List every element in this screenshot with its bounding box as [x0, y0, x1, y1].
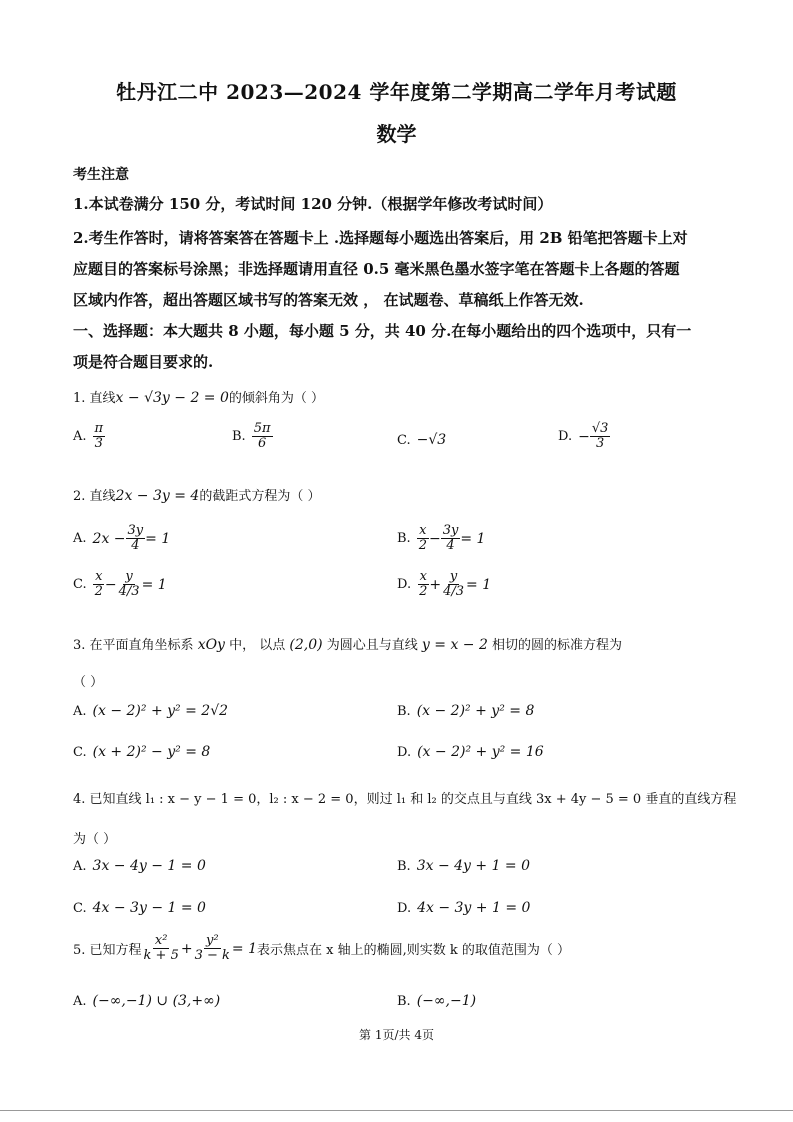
q2-option-d[interactable]: [397, 570, 491, 600]
section-1-line-1: 一、选择题：本大题共 8 小题，每小题 5 分，共 40 分.在每小题给出的四个选项中，只有一: [73, 322, 692, 340]
option-text: (x − 2)² + y² = 16: [417, 744, 544, 760]
option-text: 3x − 4y + 1 = 0: [416, 858, 531, 874]
q2-expression: 2x − 3y = 4: [115, 488, 200, 504]
notice-item-2-line-1: 2.考生作答时，请将答案答在答题卡上 .选择题每小题选出答案后，用 2B 铅笔把答题卡上对: [73, 229, 688, 247]
operator: −: [428, 530, 441, 547]
page-footer: 第 1页/共 4页: [359, 1028, 434, 1042]
q2-option-a[interactable]: [73, 524, 170, 554]
option-label: B.: [397, 993, 411, 1009]
option-text: (x − 2)² + y² = 2√2: [92, 703, 229, 719]
denominator: 4/3: [118, 584, 140, 600]
numerator: x: [419, 523, 427, 538]
q3-option-a[interactable]: [73, 703, 228, 719]
option-text: (x − 2)² + y² = 8: [416, 703, 535, 719]
denominator: 2: [94, 584, 103, 600]
q4-option-c[interactable]: [73, 900, 206, 916]
option-label: B.: [397, 703, 411, 719]
operator: +: [429, 576, 442, 593]
option-label: C.: [73, 744, 87, 760]
fraction: [417, 524, 429, 554]
q1-option-a[interactable]: [73, 422, 105, 452]
q5-option-a[interactable]: [73, 993, 220, 1009]
q3-prefix: 3. 在平面直角坐标系: [73, 638, 194, 653]
minus-sign: −: [578, 428, 590, 445]
denominator: k + 5: [143, 948, 179, 964]
q1-prefix: 1. 直线: [73, 391, 116, 406]
numerator: x²: [154, 933, 168, 948]
option-label: B.: [397, 858, 411, 874]
numerator: √3: [591, 421, 609, 436]
numerator: 3y: [127, 523, 144, 538]
fraction: [417, 570, 429, 600]
option-text: (−∞,−1): [416, 993, 477, 1009]
q1-option-c[interactable]: [397, 432, 446, 448]
denominator: 3: [94, 436, 103, 452]
numerator: y²: [205, 933, 219, 948]
q3-coordinate-system: xOy: [197, 637, 225, 653]
option-label: D.: [397, 577, 412, 593]
option-label: B.: [397, 531, 411, 547]
equals-one: = 1: [460, 530, 486, 547]
bottom-divider: [0, 1110, 793, 1111]
fraction: [142, 934, 181, 964]
question-4-line-2: 为（ ）: [73, 832, 117, 847]
question-3: [73, 634, 622, 653]
option-text: 4x − 3y − 1 = 0: [92, 900, 206, 916]
page-title: 牡丹江二中 2023—2024 学年度第二学期高二学年月考试题: [116, 80, 677, 104]
fraction: [441, 570, 466, 600]
fraction: [193, 934, 232, 964]
fraction: [590, 422, 611, 452]
question-1: [73, 387, 324, 406]
q1-expression: x − √3y − 2 = 0: [115, 390, 229, 406]
option-label: C.: [73, 577, 87, 593]
q5-suffix: 表示焦点在 x 轴上的椭圆,则实数 k 的取值范围为（ ）: [257, 943, 571, 959]
option-label: C.: [397, 432, 411, 448]
fraction: [441, 524, 461, 554]
q1-option-b[interactable]: [232, 422, 273, 452]
notice-heading: 考生注意: [73, 167, 129, 183]
equals-one: = 1: [141, 576, 167, 593]
option-label: A.: [73, 429, 87, 445]
q1-option-d[interactable]: [558, 422, 610, 452]
numerator: 3y: [442, 523, 459, 538]
option-label: A.: [73, 703, 87, 719]
subject-title: 数学: [376, 122, 417, 146]
equals-one: = 1: [466, 576, 492, 593]
option-label: D.: [397, 900, 412, 916]
option-label: A.: [73, 531, 87, 547]
denominator: 4: [446, 538, 455, 554]
notice-item-2-line-3: 区域内作答，超出答题区域书写的答案无效 ， 在试题卷、草稿纸上作答无效.: [73, 291, 584, 309]
option-text: 4x − 3y + 1 = 0: [417, 900, 531, 916]
option-text: (−∞,−1) ∪ (3,+∞): [92, 993, 221, 1009]
option-label: D.: [397, 744, 412, 760]
numerator: x: [95, 569, 103, 584]
denominator: 2: [419, 584, 428, 600]
question-2: [73, 485, 320, 504]
notice-item-1: 1.本试卷满分 150 分，考试时间 120 分钟.（根据学年修改考试时间）: [73, 195, 553, 213]
equals-one: = 1: [231, 940, 257, 957]
option-label: B.: [232, 429, 246, 445]
q3-mid-2: 为圆心且与直线: [326, 638, 418, 653]
q3-option-b[interactable]: [397, 703, 534, 719]
q2-prefix: 2. 直线: [73, 489, 116, 504]
q3-line: y = x − 2: [421, 637, 488, 653]
numerator: y: [125, 569, 133, 584]
q4-option-b[interactable]: [397, 858, 530, 874]
q2-option-b[interactable]: [397, 524, 485, 554]
denominator: 4: [131, 538, 140, 554]
denominator: 3 − k: [194, 948, 230, 964]
denominator: 2: [418, 538, 427, 554]
notice-item-2-line-2: 应题目的答案标号涂黑；非选择题请用直径 0.5 毫米黑色墨水签字笔在答题卡上各题的答题: [73, 260, 680, 278]
q5-option-b[interactable]: [397, 993, 476, 1009]
question-5: [73, 934, 570, 964]
operator: −: [104, 576, 117, 593]
q3-point: (2,0): [289, 637, 323, 653]
q5-prefix: 5. 已知方程: [73, 943, 142, 959]
fraction: [93, 422, 106, 452]
q3-option-d[interactable]: [397, 744, 544, 760]
operator: +: [180, 940, 193, 957]
q2-option-c[interactable]: [73, 570, 167, 600]
q3-option-c[interactable]: [73, 744, 210, 760]
fraction: [93, 570, 105, 600]
option-label: A.: [73, 993, 87, 1009]
fraction: [126, 524, 146, 554]
q1-suffix: 的倾斜角为（ ）: [228, 391, 325, 406]
denominator: 6: [257, 436, 267, 452]
fraction: [117, 570, 142, 600]
option-text: 3x − 4y − 1 = 0: [92, 858, 206, 874]
q3-answer-paren: （ ）: [73, 675, 104, 690]
q2-suffix: 的截距式方程为（ ）: [199, 489, 321, 504]
option-label: C.: [73, 900, 87, 916]
numerator: π: [94, 421, 104, 436]
lead-term: 2x −: [92, 530, 126, 547]
denominator: 3: [595, 436, 605, 452]
option-label: A.: [73, 858, 87, 874]
question-4-line-1: 4. 已知直线 l₁ : x − y − 1 = 0，l₂ : x − 2 = 0，则过 l₁ 和 l₂ 的交点且与直线 3x + 4y − 5 = 0 垂直的直线方程: [73, 792, 737, 807]
fraction: [252, 422, 273, 452]
equals-one: = 1: [145, 530, 171, 547]
q3-mid-1: 中， 以点: [229, 638, 286, 653]
denominator: 4/3: [443, 584, 465, 600]
option-text: −√3: [416, 432, 447, 448]
numerator: 5π: [253, 421, 271, 436]
q4-option-a[interactable]: [73, 858, 206, 874]
numerator: x: [419, 569, 427, 584]
numerator: y: [449, 569, 458, 584]
q4-option-d[interactable]: [397, 900, 530, 916]
q3-suffix: 相切的圆的标准方程为: [492, 638, 623, 653]
section-1-line-2: 项是符合题目要求的.: [73, 353, 214, 371]
option-label: D.: [558, 429, 573, 445]
option-text: (x + 2)² − y² = 8: [92, 744, 211, 760]
